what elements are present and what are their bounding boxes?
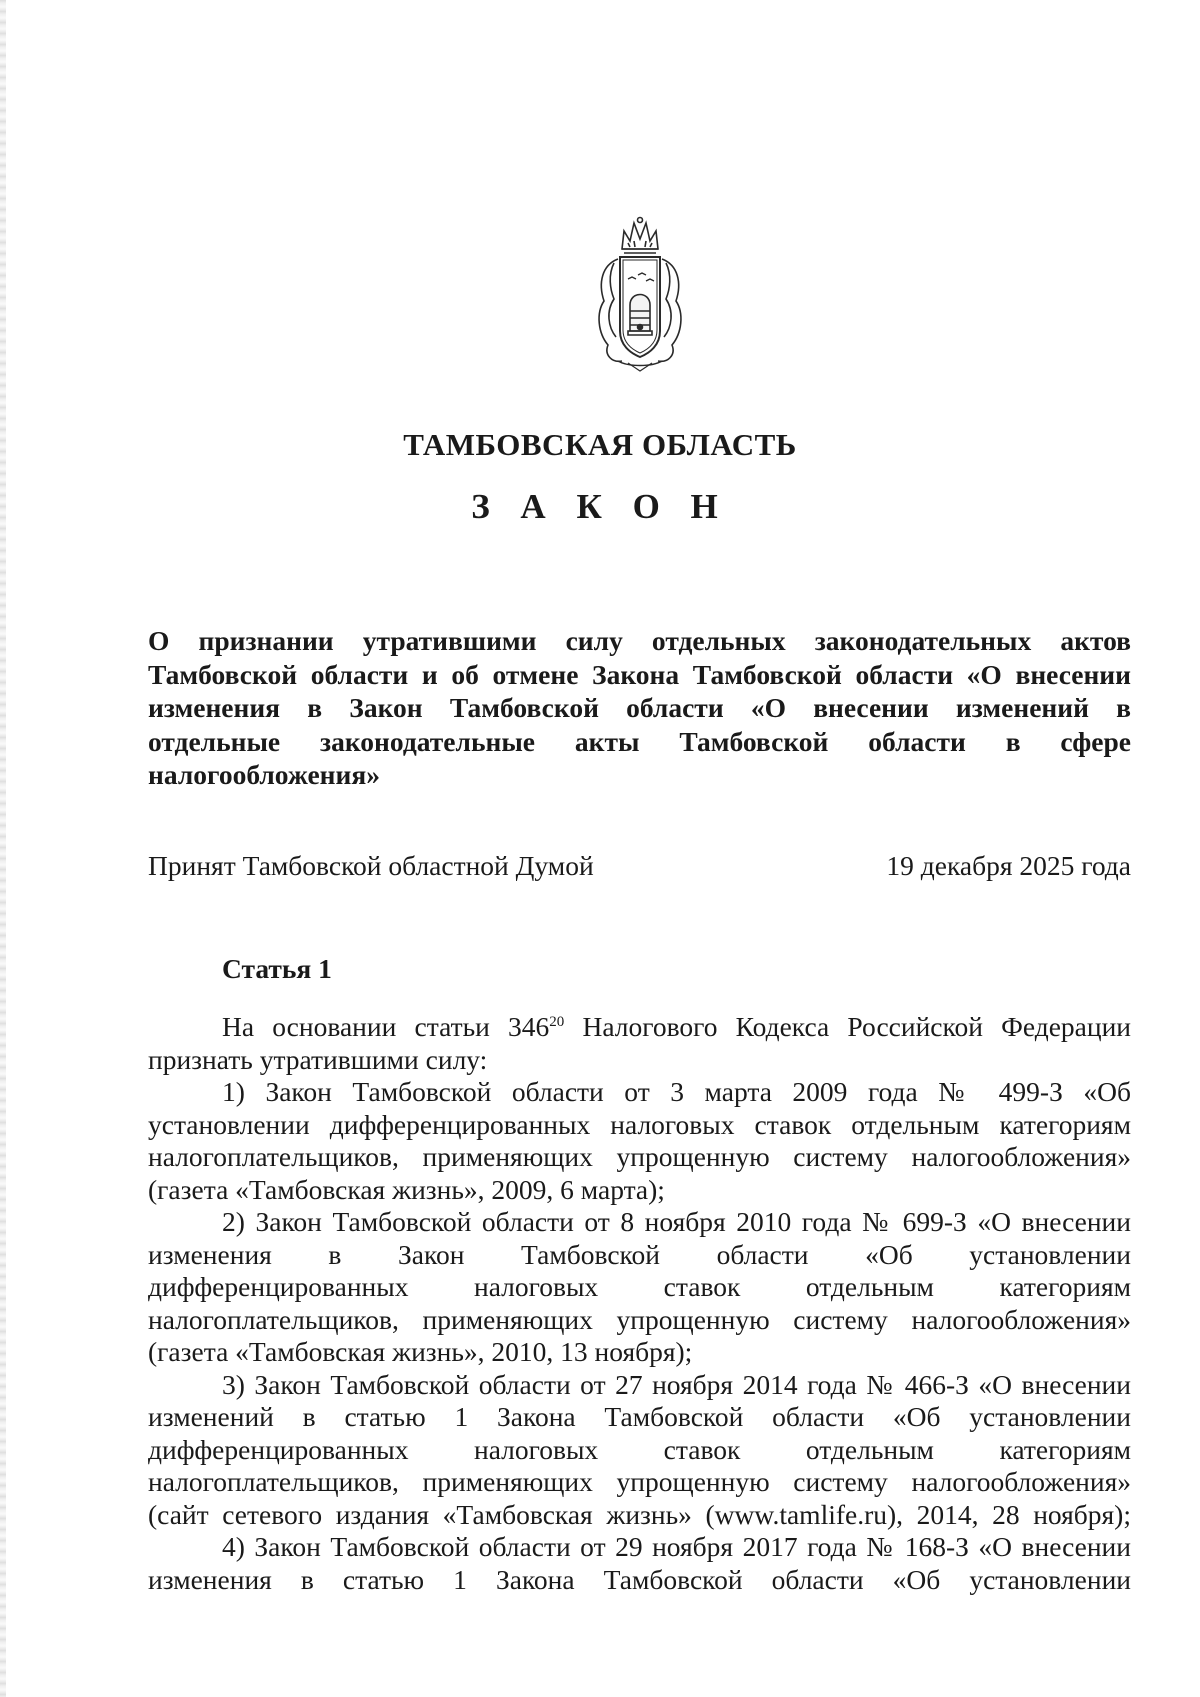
body-line: изменения в статью 1 Закона Тамбовской области «Об установлении [148,1563,1131,1595]
article-intro-superscript: 20 [549,1013,565,1030]
adopting-body: Принят Тамбовской областной Думой [148,850,594,881]
law-title-line: Тамбовской области и об отмене Закона Тамбовской области «О внесении [148,658,1131,690]
law-title-line: О признании утратившими силу отдельных законодательных актов [148,625,1131,656]
article-intro-line [148,1011,1131,1044]
article-intro-text-rest: Налогового Кодекса Российской Федерации [564,1011,1132,1042]
law-title-line: изменения в Закон Тамбовской области «О внесении изменений в [148,692,1131,723]
body-line: дифференцированных налоговых ставок отдельным категориям [148,1433,1131,1465]
law-title-line: отдельные законодательные акты Тамбовской области в сфере [148,725,1131,757]
article-intro-text: На основании статьи 346 [222,1011,550,1042]
body-line: налогоплательщиков, применяющих упрощенную систему налогообложения» [148,1466,1131,1497]
region-title: ТАМБОВСКАЯ ОБЛАСТЬ [403,427,797,462]
document-type-title: З А К О Н [471,487,729,526]
article-body [148,1011,1131,1596]
body-line: 4) Закон Тамбовской области от 29 ноября 2017 года № 168-З «О внесении [222,1531,1131,1562]
body-line: налогоплательщиков, применяющих упрощенную систему налогообложения» [148,1141,1131,1172]
article-title: Статья 1 [222,953,332,984]
body-line: установлении дифференцированных налоговых ставок отдельным категориям [148,1108,1131,1140]
law-title [148,624,1131,792]
body-line: 2) Закон Тамбовской области от 8 ноября 2010 года № 699-З «О внесении [222,1206,1131,1237]
adoption-line [148,850,1131,882]
body-line: изменения в Закон Тамбовской области «Об установлении [148,1238,1131,1270]
body-line: признать утратившими силу: [148,1043,488,1075]
body-line: (сайт сетевого издания «Тамбовская жизнь» (www.tamlife.ru), 2014, 28 ноября); [148,1498,1131,1530]
body-line: дифференцированных налоговых ставок отдельным категориям [148,1271,1131,1302]
body-line: (газета «Тамбовская жизнь», 2010, 13 ноября); [148,1336,693,1367]
law-title-line: налогообложения» [148,759,380,790]
body-line: налогоплательщиков, применяющих упрощенную систему налогообложения» [148,1303,1131,1335]
body-line: 1) Закон Тамбовской области от 3 марта 2009 года № 499-З «Об [222,1076,1131,1107]
body-line: (газета «Тамбовская жизнь», 2009, 6 марта); [148,1173,665,1205]
scan-edge [0,0,6,1697]
adoption-date: 19 декабря 2025 года [886,850,1131,881]
body-line: 3) Закон Тамбовской области от 27 ноября 2014 года № 466-З «О внесении [222,1368,1131,1400]
body-line: изменений в статью 1 Закона Тамбовской области «Об установлении [148,1401,1131,1432]
tambov-coat-of-arms-icon [588,213,693,373]
